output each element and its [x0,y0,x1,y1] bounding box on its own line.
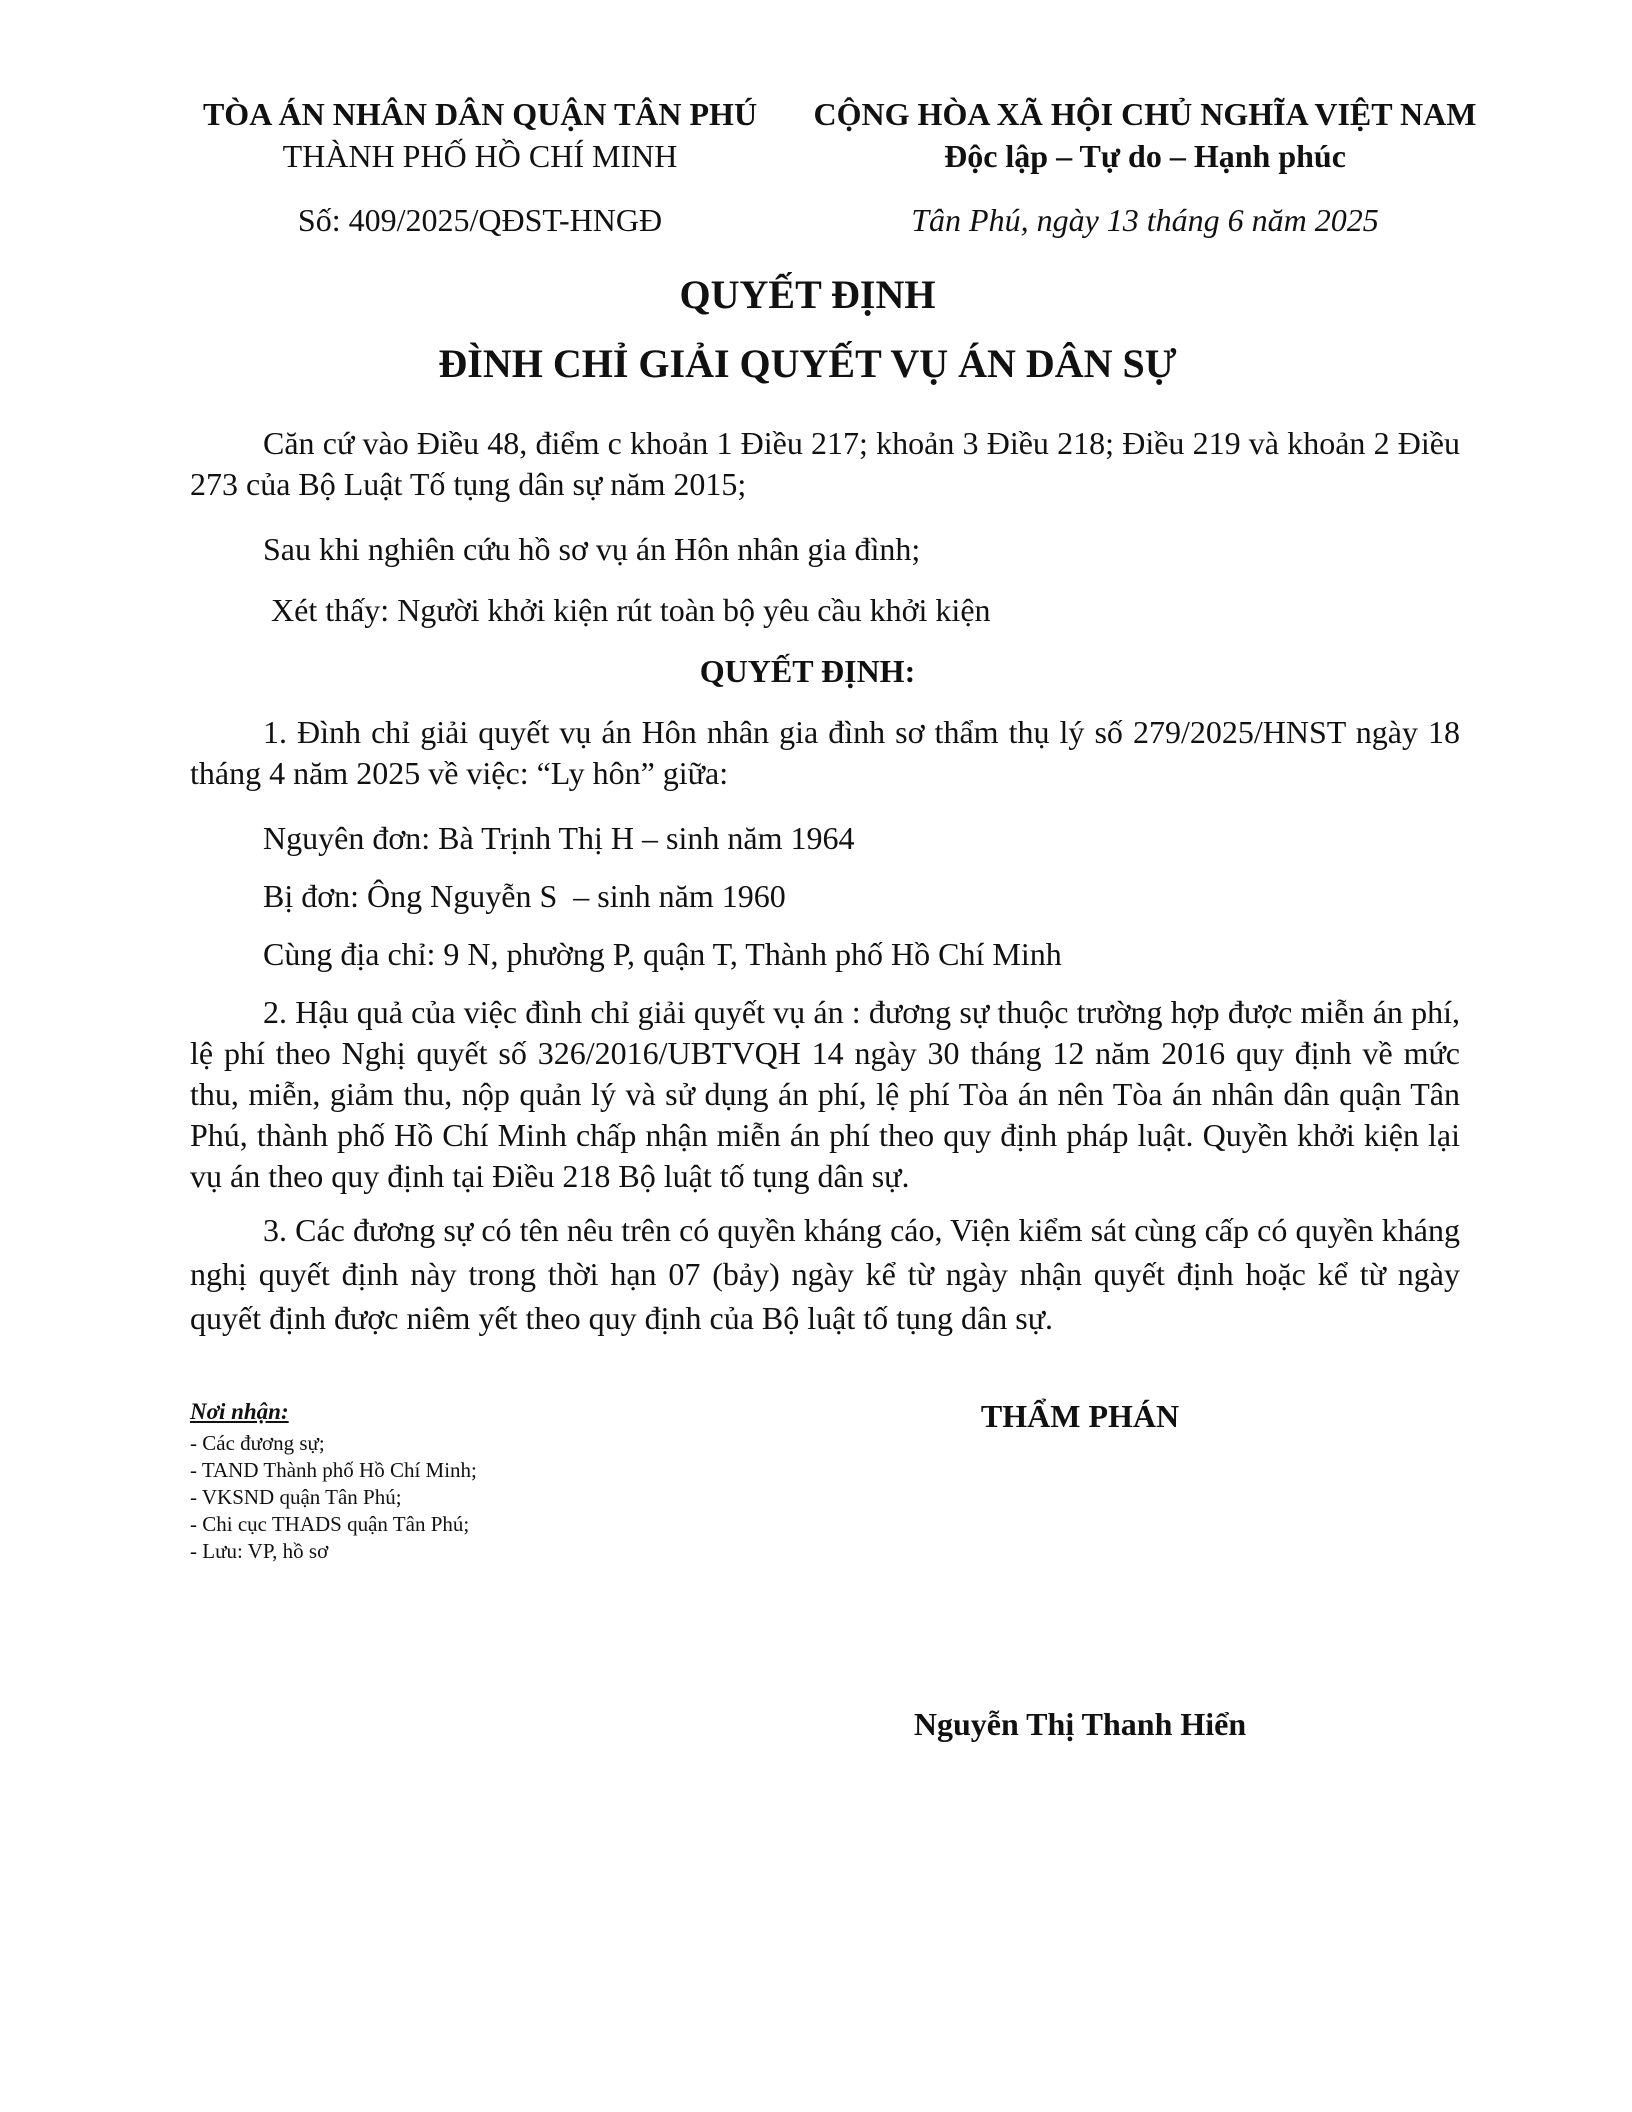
recipients-heading: Nơi nhận: [190,1399,289,1424]
decision-item-3: 3. Các đương sự có tên nêu trên có quyền kháng cáo, Viện kiểm sát cùng cấp có quyền kháng nghị quyết định này trong thời hạn 07 (bảy) ngày kể từ ngày nhận quyết định hoặc kể từ ngày quyết định được niêm yết theo quy định của Bộ luật tố tụng dân sự. [190,1212,1460,1336]
recipient-item: - Các đương sự; [190,1431,325,1455]
decision-heading: QUYẾT ĐỊNH: [699,653,916,689]
recipient-item: - TAND Thành phố Hồ Chí Minh; [190,1458,477,1482]
decision-item-2: 2. Hậu quả của việc đình chỉ giải quyết vụ án : đương sự thuộc trường hợp được miễn án phí, lệ phí theo Nghị quyết số 326/2016/UBTVQH 14 ngày 30 tháng 12 năm 2016 quy định về mức thu, miễn, giảm thu, nộp quản lý và sử dụng án phí, lệ phí Tòa án nên Tòa án nhân dân quận Tân Phú, thành phố Hồ Chí Minh chấp nhận miễn án phí theo quy định pháp luật. Quyền khởi kiện lại vụ án theo quy định tại Điều 218 Bộ luật tố tụng dân sự. [190,994,1460,1194]
signer-role: THẨM PHÁN [980,1398,1180,1434]
place-date: Tân Phú, ngày 13 tháng 6 năm 2025 [911,202,1379,238]
recipient-item: - Lưu: VP, hồ sơ [190,1539,329,1563]
plaintiff-line: Nguyên đơn: Bà Trịnh Thị H – sinh năm 1964 [263,820,855,856]
defendant-line: Bị đơn: Ông Nguyễn S – sinh năm 1960 [263,878,786,914]
recipient-item: - VKSND quận Tân Phú; [190,1485,402,1509]
decision-item-1: 1. Đình chỉ giải quyết vụ án Hôn nhân gia đình sơ thẩm thụ lý số 279/2025/HNST ngày 18 tháng 4 năm 2025 về việc: “Ly hôn” giữa: [190,714,1460,791]
court-city: THÀNH PHỐ HỒ CHÍ MINH [282,138,678,174]
document-subtitle: ĐÌNH CHỈ GIẢI QUYẾT VỤ ÁN DÂN SỰ [438,341,1177,386]
recipient-item: - Chi cục THADS quận Tân Phú; [190,1512,470,1536]
document-title: QUYẾT ĐỊNH [679,272,936,317]
finding-paragraph: Xét thấy: Người khởi kiện rút toàn bộ yêu cầu khởi kiện [263,592,991,628]
national-motto: Độc lập – Tự do – Hạnh phúc [944,138,1346,174]
legal-basis-paragraph: Căn cứ vào Điều 48, điểm c khoản 1 Điều 217; khoản 3 Điều 218; Điều 219 và khoản 2 Điều 273 của Bộ Luật Tố tụng dân sự năm 2015; [190,425,1460,502]
review-paragraph: Sau khi nghiên cứu hồ sơ vụ án Hôn nhân gia đình; [263,531,921,567]
document-number: Số: 409/2025/QĐST-HNGĐ [297,202,663,238]
signer-name: Nguyễn Thị Thanh Hiển [913,1706,1247,1742]
national-title: CỘNG HÒA XÃ HỘI CHỦ NGHĨA VIỆT NAM [813,96,1477,132]
recipients-list [190,1430,477,1565]
court-name: TÒA ÁN NHÂN DÂN QUẬN TÂN PHÚ [202,96,758,132]
address-line: Cùng địa chỉ: 9 N, phường P, quận T, Thành phố Hồ Chí Minh [263,936,1062,972]
